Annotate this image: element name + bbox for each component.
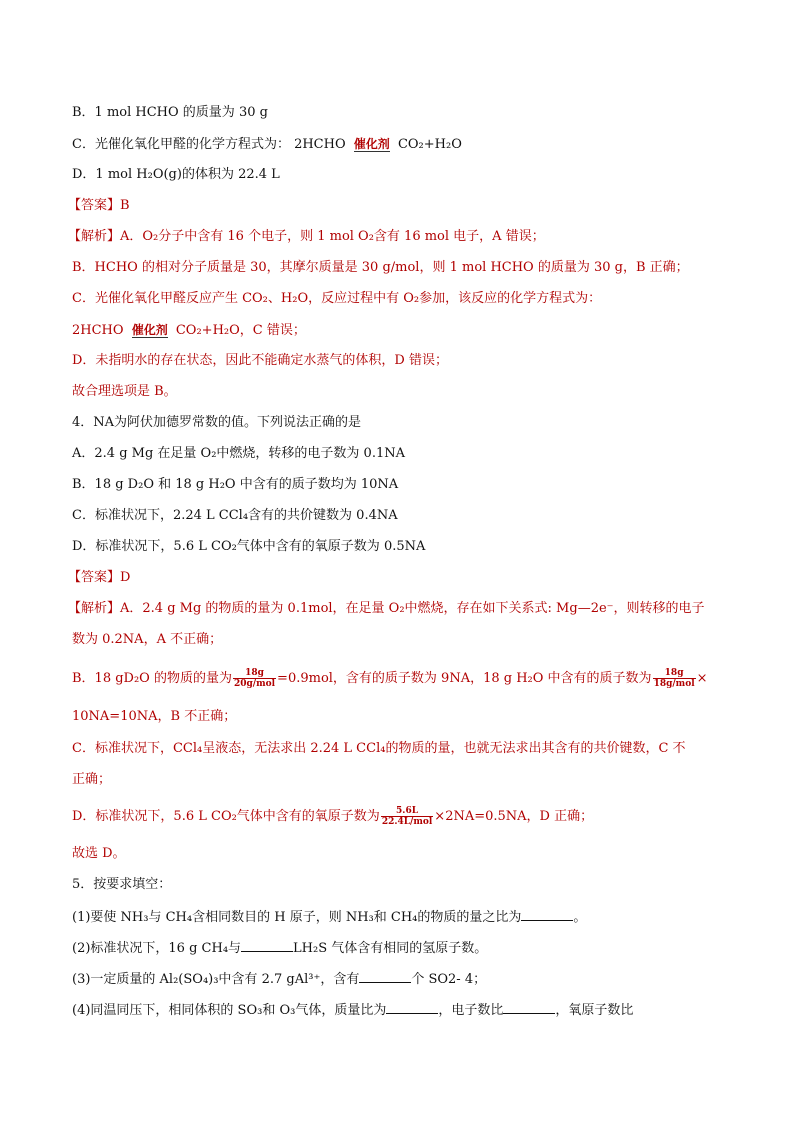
- fraction: [653, 668, 696, 689]
- q4-analysis-b2: 10NA=10NA，B 不正确；: [72, 709, 237, 724]
- fraction-denominator: 22.4L/mol: [381, 817, 433, 827]
- q3-option-c-suffix: CO₂+H₂O: [397, 137, 462, 152]
- q4-option-b: B．18 g D₂O 和 18 g H₂O 中含有的质子数均为 10NA: [72, 477, 399, 492]
- analysis-text: =0.9mol，含有的质子数为 9NA，18 g H₂O 中含有的质子数为: [277, 671, 652, 686]
- q4-analysis-c2: 正确；: [72, 772, 112, 787]
- question-text: (1)要使 NH₃与 CH₄含相同数目的 H 原子，则 NH₃和 CH₄的物质的量之比为: [72, 910, 522, 925]
- question-text: (3)一定质量的 Al₂(SO₄)₃中含有 2.7 gAl³⁺，含有: [72, 972, 360, 987]
- answer-blank[interactable]: [503, 1000, 555, 1014]
- answer-blank[interactable]: [521, 907, 573, 921]
- equation-prefix: 2HCHO: [72, 323, 124, 338]
- q5-part1: [72, 907, 586, 927]
- fraction-numerator: 18g: [245, 668, 264, 678]
- q4-analysis-a1: [68, 600, 705, 618]
- answer-blank[interactable]: [386, 1000, 438, 1014]
- question-text: (4)同温同压下，相同体积的 SO₃和 O₃气体，质量比为: [72, 1003, 387, 1018]
- q3-option-b: B．1 mol HCHO 的质量为 30 g: [72, 105, 268, 120]
- question-text: LH₂S 气体含有相同的氢原子数。: [293, 941, 488, 956]
- answer-label: 【答案】: [68, 570, 121, 585]
- q3-option-d: D．1 mol H₂O(g)的体积为 22.4 L: [72, 167, 280, 182]
- q5-part2: [72, 938, 487, 958]
- q4-answer: [68, 569, 130, 587]
- catalyst-arrow-label: 催化剂: [131, 323, 168, 337]
- q5-part3: [72, 969, 486, 989]
- q4-option-c: C．标准状况下，2.24 L CCl₄含有的共价键数为 0.4NA: [72, 508, 398, 523]
- q5-part4: [72, 1000, 633, 1020]
- question-text: ，氧原子数比: [555, 1003, 634, 1018]
- q3-option-c: [72, 135, 462, 154]
- q4-analysis-d: [72, 806, 593, 827]
- analysis-text: D．标准状况下，5.6 L CO₂气体中含有的氧原子数为: [72, 809, 380, 824]
- equation-suffix: CO₂+H₂O，C 错误；: [175, 323, 306, 338]
- q3-analysis-c2: [72, 321, 306, 340]
- answer-blank[interactable]: [359, 969, 411, 983]
- fraction-denominator: 20g/mol: [233, 679, 276, 689]
- question-text: 。: [573, 910, 587, 925]
- q3-answer: [68, 197, 130, 215]
- fraction: [233, 668, 276, 689]
- answer-blank[interactable]: [241, 938, 293, 952]
- q4-option-d: D．标准状况下，5.6 L CO₂气体中含有的氧原子数为 0.5NA: [72, 539, 426, 554]
- analysis-label: 【解析】: [68, 229, 121, 244]
- q4-analysis-c1: C．标准状况下，CCl₄呈液态，无法求出 2.24 L CCl₄的物质的量，也就无法求出其含有的共价键数，C 不: [72, 741, 686, 756]
- q4-analysis-a2: 数为 0.2NA，A 不正确；: [72, 632, 223, 647]
- q3-analysis-a: [68, 228, 545, 246]
- analysis-text: B．18 gD₂O 的物质的量为: [72, 671, 232, 686]
- analysis-text: ×2NA=0.5NA，D 正确；: [434, 809, 594, 824]
- catalyst-arrow-label: 催化剂: [353, 137, 390, 151]
- fraction-denominator: 18g/mol: [653, 679, 695, 689]
- q4-analysis-b1: [72, 668, 708, 689]
- analysis-text: ×: [696, 671, 708, 686]
- analysis-label: 【解析】: [68, 601, 121, 616]
- question-text: 个 SO2- 4；: [411, 972, 487, 987]
- q3-analysis-d: D．未指明水的存在状态，因此不能确定水蒸气的体积，D 错误；: [72, 353, 448, 368]
- q5-stem: 5．按要求填空：: [72, 877, 172, 892]
- analysis-text: A．O₂分子中含有 16 个电子，则 1 mol O₂含有 16 mol 电子，A 错误；: [120, 229, 545, 244]
- answer-value: B: [120, 198, 130, 213]
- q4-option-a: A．2.4 g Mg 在足量 O₂中燃烧，转移的电子数为 0.1NA: [72, 446, 405, 461]
- fraction: [381, 806, 433, 827]
- analysis-text: A．2.4 g Mg 的物质的量为 0.1mol，在足量 O₂中燃烧，存在如下关系式: Mg—2e⁻，则转移的电子: [120, 601, 705, 616]
- question-text: ，电子数比: [438, 1003, 504, 1018]
- q3-option-c-prefix: C．光催化氧化甲醛的化学方程式为： 2HCHO: [72, 137, 346, 152]
- q4-conclusion: 故选 D。: [72, 846, 126, 861]
- q3-analysis-b: B．HCHO 的相对分子质量是 30，其摩尔质量是 30 g/mol，则 1 mol HCHO 的质量为 30 g，B 正确；: [72, 260, 689, 275]
- question-text: (2)标准状况下，16 g CH₄与: [72, 941, 242, 956]
- q4-stem: 4．NA为阿伏加德罗常数的值。下列说法正确的是: [72, 415, 362, 430]
- q3-analysis-c1: C．光催化氧化甲醛反应产生 CO₂、H₂O，反应过程中有 O₂参加，该反应的化学方程式为：: [72, 291, 602, 306]
- answer-value: D: [120, 570, 131, 585]
- fraction-numerator: 5.6L: [396, 806, 419, 816]
- q3-conclusion: 故合理选项是 B。: [72, 384, 177, 399]
- answer-label: 【答案】: [68, 198, 121, 213]
- fraction-numerator: 18g: [664, 668, 684, 678]
